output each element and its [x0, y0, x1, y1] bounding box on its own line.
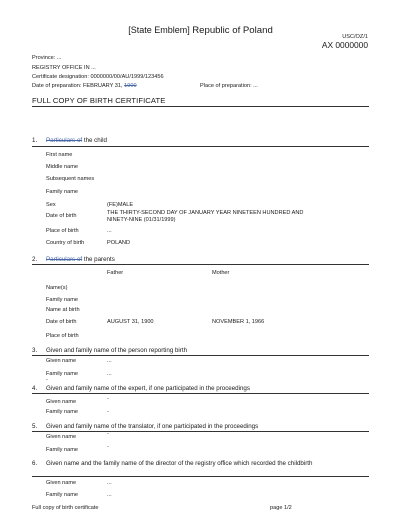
registry-office: REGISTRY OFFICE IN ...	[32, 65, 96, 71]
section-3-title: Given and family name of the person reporting birth	[46, 347, 188, 354]
field-label: Date of birth	[46, 319, 77, 325]
title-rule	[32, 106, 369, 107]
section-6-rule	[32, 476, 369, 477]
director-family-name: ...	[107, 492, 112, 498]
document-title: FULL COPY OF BIRTH CERTIFICATE	[32, 96, 166, 105]
expert-given-name: -	[107, 396, 109, 402]
father-date-of-birth: AUGUST 31, 1900	[107, 319, 154, 325]
section-1-rule	[32, 146, 369, 147]
date-prefix: Date of preparation: FEBRUARY 31,	[32, 83, 123, 89]
reporter-family-name: ...	[107, 371, 112, 377]
section-6-title: Given name and the family name of the director of the registry office which recorded the childbirth	[46, 460, 313, 467]
field-label: Date of birth	[46, 213, 77, 219]
serial-number: AX 0000000	[321, 40, 368, 50]
field-label: Name at birth	[46, 307, 80, 313]
expert-family-name: -	[107, 409, 109, 415]
section-2-number: 2.	[32, 256, 38, 263]
section-2-struck-text: Particulars of	[46, 256, 83, 263]
field-label: Family name	[46, 447, 79, 453]
field-label: Subsequent names	[46, 176, 95, 182]
section-3-number: 3.	[32, 347, 38, 354]
translator-given-name: -	[107, 431, 109, 437]
section-4-rule	[32, 393, 369, 394]
field-label: Family name	[46, 409, 79, 415]
field-label: Middle name	[46, 164, 79, 170]
extra-dash: -	[46, 377, 48, 383]
section-6-number: 6.	[32, 460, 38, 467]
section-5-rule	[32, 431, 369, 432]
section-1-number: 1.	[32, 137, 38, 144]
column-mother: Mother	[212, 270, 230, 276]
field-label: Given name	[46, 399, 77, 405]
field-label: Place of birth	[46, 228, 79, 234]
state-emblem-label: [State Emblem]	[128, 25, 190, 35]
column-father: Father	[107, 270, 124, 276]
sex-value: (FE)MALE	[107, 202, 134, 208]
section-2-title-text: the parents	[83, 256, 115, 263]
section-3-rule	[32, 355, 369, 356]
field-label: Family name	[46, 371, 79, 377]
certificate-designation: Certificate designation: 0000000/00/AU/1999/123456	[32, 74, 164, 80]
field-label: First name	[46, 152, 73, 158]
place-of-birth-value: ...	[107, 228, 112, 234]
date-of-preparation	[32, 83, 137, 90]
field-label: Place of birth	[46, 333, 79, 339]
section-5-number: 5.	[32, 423, 38, 430]
section-4-title: Given and family name of the expert, if one participated in the proceedings	[46, 385, 250, 392]
footer-page-number: page 1/2	[270, 505, 292, 511]
section-1-struck-text: Particulars of	[46, 137, 83, 144]
director-given-name: ...	[107, 480, 112, 486]
field-label: Sex	[46, 202, 56, 208]
field-label: Family name	[46, 189, 79, 195]
place-of-preparation: Place of preparation: ...	[200, 83, 258, 89]
date-year-struck: 1900	[124, 83, 137, 89]
reporter-given-name: ...	[107, 358, 112, 364]
field-label: Given name	[46, 434, 77, 440]
footer-document-name: Full copy of birth certificate	[32, 505, 99, 511]
form-code: USC/OZ/1	[342, 34, 368, 40]
section-1-title-text: the child	[83, 137, 107, 144]
field-label: Given name	[46, 480, 77, 486]
province: Province: ...	[32, 55, 62, 61]
field-label: Name(s)	[46, 285, 68, 291]
section-2-title	[46, 256, 115, 264]
field-label: Family name	[46, 297, 79, 303]
date-of-birth-value: THE THIRTY-SECOND DAY OF JANUARY YEAR NINETEEN HUNDRED AND NINETY-NINE (01/31/1999)	[107, 210, 304, 223]
section-1-title	[46, 137, 107, 145]
field-label: Country of birth	[46, 240, 85, 246]
section-2-rule	[32, 264, 369, 265]
section-4-number: 4.	[32, 385, 38, 392]
mother-date-of-birth: NOVEMBER 1, 1966	[212, 319, 265, 325]
document-header	[0, 25, 401, 36]
country-of-birth-value: POLAND	[107, 240, 131, 246]
country-name: Republic of Poland	[192, 25, 273, 36]
field-label: Family name	[46, 492, 79, 498]
section-5-title: Given and family name of the translator, if one participated in the proceedings	[46, 423, 259, 430]
field-label: Given name	[46, 358, 77, 364]
translator-family-name: -	[107, 444, 109, 450]
